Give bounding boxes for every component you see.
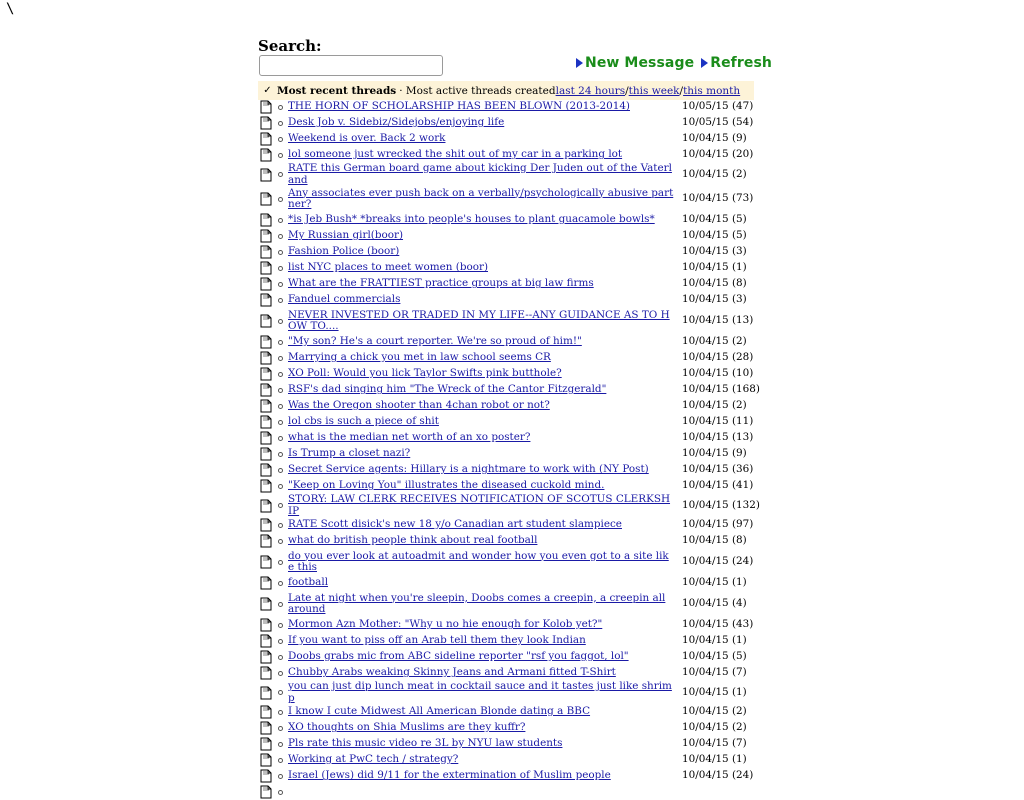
document-icon[interactable] — [260, 686, 272, 700]
bullet-icon — [278, 742, 283, 747]
thread-reply-count: (24) — [731, 555, 754, 568]
thread-meta — [674, 294, 747, 306]
thread-row — [258, 446, 758, 462]
thread-date: 10/04/15 — [682, 753, 729, 766]
document-icon[interactable] — [260, 431, 272, 445]
document-icon[interactable] — [260, 168, 272, 182]
thread-meta — [674, 169, 747, 181]
thread-meta — [674, 619, 753, 631]
thread-list — [258, 99, 758, 800]
thread-meta — [674, 368, 753, 380]
document-icon[interactable] — [260, 737, 272, 751]
slash-text: / — [625, 84, 629, 97]
bullet-icon — [278, 690, 283, 695]
thread-date: 10/04/15 — [682, 518, 729, 531]
new-message-label: New Message — [585, 55, 695, 71]
thread-title-link[interactable]: Was the Oregon shooter than 4chan robot or not? — [288, 399, 550, 412]
thread-date: 10/04/15 — [682, 463, 729, 476]
document-icon[interactable] — [260, 383, 272, 397]
document-icon[interactable] — [260, 618, 272, 632]
thread-title-link[interactable]: Mormon Azn Mother: "Why u no hie enough for Kolob yet?" — [288, 618, 603, 631]
thread-date: 10/04/15 — [682, 229, 729, 242]
thread-date: 10/05/15 — [682, 100, 729, 113]
thread-title-link[interactable]: Working at PwC tech / strategy? — [288, 753, 459, 766]
bullet-icon — [278, 623, 283, 628]
thread-title-link[interactable]: Desk Job v. Sidebiz/Sidejobs/enjoying life — [288, 116, 505, 129]
bullet-icon — [278, 137, 283, 142]
bullet-icon — [278, 560, 283, 565]
thread-title-link[interactable]: Any associates ever push back on a verbally/psychologically abusive partner? — [288, 186, 674, 210]
refresh-label: Refresh — [710, 55, 772, 71]
thread-title-link[interactable]: list NYC places to meet women (boor) — [288, 261, 488, 274]
thread-title-link[interactable]: Doobs grabs mic from ABC sideline reporter "rsf you faggot, lol" — [288, 650, 629, 663]
thread-date: 10/04/15 — [682, 293, 729, 306]
document-icon[interactable] — [260, 518, 272, 532]
thread-title-link[interactable]: I know I cute Midwest All American Blonde dating a BBC — [288, 705, 591, 718]
bullet-icon — [278, 372, 283, 377]
thread-meta — [674, 193, 753, 205]
thread-row — [258, 784, 758, 800]
thread-reply-count: (2) — [731, 705, 747, 718]
thread-row — [258, 163, 758, 186]
thread-title-link[interactable]: Fashion Police (boor) — [288, 245, 400, 258]
thread-meta — [674, 230, 747, 242]
thread-title-link[interactable]: what do british people think about real football — [288, 534, 538, 547]
thread-meta — [674, 384, 760, 396]
thread-meta — [674, 535, 747, 547]
checkmark-icon[interactable]: ✓ — [263, 85, 272, 96]
thread-meta — [674, 480, 753, 492]
search-input[interactable] — [259, 55, 443, 76]
thread-date: 10/04/15 — [682, 534, 729, 547]
thread-reply-count: (20) — [731, 148, 754, 161]
thread-reply-count: (2) — [731, 399, 747, 412]
bullet-icon — [278, 105, 283, 110]
bullet-icon — [278, 340, 283, 345]
thread-reply-count: (1) — [731, 576, 747, 589]
thread-date: 10/04/15 — [682, 277, 729, 290]
thread-row — [258, 494, 758, 517]
thread-date: 10/04/15 — [682, 351, 729, 364]
thread-row — [258, 398, 758, 414]
bullet-icon — [278, 452, 283, 457]
thread-meta — [674, 556, 753, 568]
thread-meta — [674, 667, 747, 679]
thread-reply-count: (132) — [731, 498, 760, 511]
slash-text: / — [679, 84, 684, 97]
thread-row — [258, 212, 758, 228]
document-icon[interactable] — [260, 229, 272, 243]
thread-meta — [674, 448, 747, 460]
thread-date: 10/04/15 — [682, 415, 729, 428]
refresh-button[interactable] — [701, 55, 772, 71]
thread-title-link[interactable]: XO Poll: Would you lick Taylor Swifts pink butthole? — [288, 367, 562, 380]
thread-date: 10/05/15 — [682, 116, 729, 129]
document-icon[interactable] — [260, 597, 272, 611]
thread-meta — [674, 738, 747, 750]
thread-title-link[interactable]: *is Jeb Bush* *breaks into people's houses to plant guacamole bowls* — [288, 213, 655, 226]
thread-reply-count: (13) — [731, 314, 754, 327]
thread-date: 10/04/15 — [682, 618, 729, 631]
thread-reply-count: (2) — [731, 335, 747, 348]
arrow-right-icon — [701, 58, 708, 68]
thread-meta — [674, 315, 753, 327]
bullet-icon — [278, 710, 283, 715]
new-message-button[interactable] — [576, 55, 694, 71]
thread-row — [258, 350, 758, 366]
search-label: Search: — [258, 37, 322, 55]
document-icon[interactable] — [260, 666, 272, 680]
thread-date: 10/04/15 — [682, 555, 729, 568]
thread-meta — [674, 149, 753, 161]
thread-title-link[interactable]: What are the FRATTIEST practice groups at big law firms — [288, 277, 594, 290]
thread-reply-count: (41) — [731, 479, 754, 492]
document-icon[interactable] — [260, 499, 272, 513]
thread-row — [258, 681, 758, 704]
document-icon[interactable] — [260, 785, 272, 799]
document-icon[interactable] — [260, 534, 272, 548]
thread-date: 10/04/15 — [682, 245, 729, 258]
thread-row — [258, 131, 758, 147]
last-24-hours-link[interactable]: last 24 hours — [555, 84, 626, 97]
bullet-icon — [278, 436, 283, 441]
thread-row — [258, 99, 758, 115]
thread-reply-count: (28) — [731, 351, 754, 364]
document-icon[interactable] — [260, 148, 272, 162]
thread-meta — [674, 432, 753, 444]
thread-meta — [674, 246, 747, 258]
thread-meta — [674, 464, 753, 476]
thread-meta — [674, 416, 753, 428]
thread-row — [258, 228, 758, 244]
document-icon[interactable] — [260, 277, 272, 291]
document-icon[interactable] — [260, 351, 272, 365]
thread-date: 10/04/15 — [682, 685, 729, 698]
thread-title-link[interactable]: Is Trump a closet nazi? — [288, 447, 411, 460]
bullet-icon — [278, 282, 283, 287]
thread-reply-count: (5) — [731, 229, 747, 242]
thread-meta — [674, 519, 753, 531]
thread-row — [258, 591, 758, 617]
thread-meta — [674, 706, 747, 718]
thread-date: 10/04/15 — [682, 737, 729, 750]
thread-meta — [674, 598, 747, 610]
thread-date: 10/04/15 — [682, 261, 729, 274]
bullet-icon — [278, 404, 283, 409]
bullet-icon — [278, 639, 283, 644]
thread-meta — [674, 577, 747, 589]
bullet-icon — [278, 172, 283, 177]
thread-title-link[interactable]: RSF's dad singing him "The Wreck of the Cantor Fitzgerald" — [288, 383, 607, 396]
thread-reply-count: (11) — [731, 415, 754, 428]
thread-row — [258, 478, 758, 494]
bullet-icon — [278, 523, 283, 528]
thread-row — [258, 462, 758, 478]
bullet-icon — [278, 197, 283, 202]
thread-reply-count: (5) — [731, 650, 747, 663]
bullet-icon — [278, 503, 283, 508]
thread-reply-count: (47) — [731, 100, 754, 113]
document-icon[interactable] — [260, 367, 272, 381]
thread-title-link[interactable]: THE HORN OF SCHOLARSHIP HAS BEEN BLOWN (2013-2014) — [288, 100, 630, 113]
thread-reply-count: (3) — [731, 245, 747, 258]
thread-reply-count: (7) — [731, 737, 747, 750]
thread-meta — [674, 214, 747, 226]
thread-meta — [674, 500, 760, 512]
thread-row — [258, 752, 758, 768]
thread-title-link[interactable]: STORY: LAW CLERK RECEIVES NOTIFICATION OF SCOTUS CLERKSHIP — [288, 493, 671, 517]
thread-title-link[interactable]: Fanduel commercials — [288, 293, 401, 306]
thread-meta — [674, 722, 747, 734]
bullet-icon — [278, 758, 283, 763]
bullet-icon — [278, 266, 283, 271]
thread-reply-count: (9) — [731, 447, 747, 460]
document-icon[interactable] — [260, 116, 272, 130]
thread-meta — [674, 687, 747, 699]
thread-reply-count: (9) — [731, 132, 747, 145]
thread-date: 10/04/15 — [682, 597, 729, 610]
this-week-link[interactable]: this week — [628, 84, 680, 97]
document-icon[interactable] — [260, 293, 272, 307]
thread-reply-count: (1) — [731, 753, 747, 766]
document-icon[interactable] — [260, 753, 272, 767]
thread-date: 10/04/15 — [682, 383, 729, 396]
thread-row — [258, 720, 758, 736]
bullet-icon — [278, 388, 283, 393]
thread-row — [258, 533, 758, 549]
bullet-icon — [278, 420, 283, 425]
thread-list-header — [258, 81, 754, 100]
thread-meta — [674, 400, 747, 412]
thread-title-link[interactable]: what is the median net worth of an xo poster? — [288, 431, 531, 444]
bullet-icon — [278, 250, 283, 255]
thread-reply-count: (1) — [731, 634, 747, 647]
thread-date: 10/04/15 — [682, 167, 729, 180]
thread-date: 10/04/15 — [682, 431, 729, 444]
thread-reply-count: (97) — [731, 518, 754, 531]
bullet-icon — [278, 484, 283, 489]
bullet-icon — [278, 319, 283, 324]
document-icon[interactable] — [260, 335, 272, 349]
thread-reply-count: (5) — [731, 213, 747, 226]
document-icon[interactable] — [260, 769, 272, 783]
thread-reply-count: (43) — [731, 618, 754, 631]
thread-date: 10/04/15 — [682, 721, 729, 734]
thread-reply-count: (73) — [731, 192, 754, 205]
thread-date: 10/04/15 — [682, 367, 729, 380]
thread-reply-count: (24) — [731, 769, 754, 782]
document-icon[interactable] — [260, 447, 272, 461]
thread-row — [258, 308, 758, 334]
document-icon[interactable] — [260, 415, 272, 429]
this-month-link[interactable]: this month — [683, 84, 741, 97]
thread-row — [258, 147, 758, 163]
thread-row — [258, 575, 758, 591]
thread-row — [258, 366, 758, 382]
document-icon[interactable] — [260, 634, 272, 648]
thread-date: 10/04/15 — [682, 335, 729, 348]
document-icon[interactable] — [260, 576, 272, 590]
thread-title-link[interactable]: If you want to piss off an Arab tell them they look Indian — [288, 634, 586, 647]
thread-title-link[interactable]: RATE this German board game about kicking Der Juden out of the Vaterland — [288, 162, 672, 186]
thread-title-link[interactable]: NEVER INVESTED OR TRADED IN MY LIFE--ANY GUIDANCE AS TO HOW TO.... — [288, 308, 670, 332]
thread-meta — [674, 651, 747, 663]
thread-title-link[interactable]: XO thoughts on Shia Muslims are they kuffr? — [288, 721, 526, 734]
thread-date: 10/04/15 — [682, 576, 729, 589]
thread-row — [258, 186, 758, 212]
thread-row — [258, 292, 758, 308]
header-separator-text: · Most active threads created — [399, 84, 556, 97]
bullet-icon — [278, 671, 283, 676]
thread-row — [258, 768, 758, 784]
bullet-icon — [278, 774, 283, 779]
thread-date: 10/04/15 — [682, 650, 729, 663]
thread-date: 10/04/15 — [682, 634, 729, 647]
bullet-icon — [278, 234, 283, 239]
bullet-icon — [278, 468, 283, 473]
thread-date: 10/04/15 — [682, 705, 729, 718]
bullet-icon — [278, 218, 283, 223]
thread-row — [258, 517, 758, 533]
thread-row — [258, 382, 758, 398]
thread-row — [258, 633, 758, 649]
toolbar — [576, 55, 772, 71]
thread-date: 10/04/15 — [682, 314, 729, 327]
thread-row — [258, 244, 758, 260]
thread-reply-count: (36) — [731, 463, 754, 476]
document-icon[interactable] — [260, 399, 272, 413]
thread-meta — [674, 770, 753, 782]
document-icon[interactable] — [260, 479, 272, 493]
thread-title-link[interactable]: Weekend is over. Back 2 work — [288, 132, 446, 145]
thread-title-link[interactable]: Pls rate this music video re 3L by NYU law students — [288, 737, 563, 750]
thread-meta — [674, 117, 753, 129]
document-icon[interactable] — [260, 555, 272, 569]
bullet-icon — [278, 539, 283, 544]
thread-row — [258, 334, 758, 350]
thread-title-link[interactable]: Chubby Arabs weaking Skinny Jeans and Armani fitted T-Shirt — [288, 666, 616, 679]
thread-row — [258, 260, 758, 276]
bullet-icon — [278, 581, 283, 586]
thread-reply-count: (54) — [731, 116, 754, 129]
thread-title-link[interactable]: RATE Scott disick's new 18 y/o Canadian art student slampiece — [288, 518, 622, 531]
most-recent-threads-label: Most recent threads — [277, 84, 397, 97]
thread-reply-count: (8) — [731, 534, 747, 547]
thread-row — [258, 276, 758, 292]
thread-meta — [674, 635, 747, 647]
thread-title-link[interactable]: lol someone just wrecked the shit out of my car in a parking lot — [288, 148, 623, 161]
thread-title-link[interactable]: "Keep on Loving You" illustrates the diseased cuckold mind. — [288, 479, 605, 492]
document-icon[interactable] — [260, 463, 272, 477]
thread-row — [258, 736, 758, 752]
thread-title-link[interactable]: football — [288, 576, 329, 589]
bullet-icon — [278, 153, 283, 158]
thread-reply-count: (10) — [731, 367, 754, 380]
bullet-icon — [278, 655, 283, 660]
thread-reply-count: (2) — [731, 167, 747, 180]
thread-title-link[interactable]: lol cbs is such a piece of shit — [288, 415, 439, 428]
thread-row — [258, 704, 758, 720]
thread-meta — [674, 336, 747, 348]
corner-backslash: \ — [6, 1, 15, 17]
thread-meta — [674, 101, 753, 113]
thread-reply-count: (168) — [731, 383, 760, 396]
thread-row — [258, 549, 758, 575]
thread-title-link[interactable]: do you ever look at autoadmit and wonder how you even got to a site like this — [288, 549, 669, 573]
thread-reply-count: (2) — [731, 721, 747, 734]
thread-meta — [674, 262, 747, 274]
thread-meta — [674, 352, 753, 364]
thread-date: 10/04/15 — [682, 498, 729, 511]
thread-row — [258, 115, 758, 131]
thread-date: 10/04/15 — [682, 213, 729, 226]
thread-date: 10/04/15 — [682, 447, 729, 460]
thread-reply-count: (8) — [731, 277, 747, 290]
thread-date: 10/04/15 — [682, 666, 729, 679]
bullet-icon — [278, 602, 283, 607]
thread-row — [258, 414, 758, 430]
thread-row — [258, 665, 758, 681]
thread-date: 10/04/15 — [682, 132, 729, 145]
thread-date: 10/04/15 — [682, 399, 729, 412]
document-icon[interactable] — [260, 213, 272, 227]
document-icon[interactable] — [260, 192, 272, 206]
thread-title-link[interactable]: Israel (Jews) did 9/11 for the extermination of Muslim people — [288, 769, 611, 782]
thread-date: 10/04/15 — [682, 479, 729, 492]
document-icon[interactable] — [260, 261, 272, 275]
thread-title-link[interactable]: you can just dip lunch meat in cocktail sauce and it tastes just like shrimp — [288, 680, 672, 704]
thread-meta — [674, 133, 747, 145]
bullet-icon — [278, 356, 283, 361]
thread-reply-count: (4) — [731, 597, 747, 610]
thread-row — [258, 430, 758, 446]
thread-reply-count: (3) — [731, 293, 747, 306]
bullet-icon — [278, 298, 283, 303]
document-icon[interactable] — [260, 314, 272, 328]
thread-meta — [674, 278, 747, 290]
thread-reply-count: (1) — [731, 261, 747, 274]
document-icon[interactable] — [260, 132, 272, 146]
thread-row — [258, 617, 758, 633]
bullet-icon — [278, 121, 283, 126]
thread-reply-count: (1) — [731, 685, 747, 698]
thread-date: 10/04/15 — [682, 769, 729, 782]
document-icon[interactable] — [260, 650, 272, 664]
document-icon[interactable] — [260, 100, 272, 114]
thread-title-link[interactable]: Marrying a chick you met in law school seems CR — [288, 351, 551, 364]
thread-title-link[interactable]: Secret Service agents: Hillary is a nightmare to work with (NY Post) — [288, 463, 649, 476]
thread-date: 10/04/15 — [682, 192, 729, 205]
arrow-right-icon — [576, 58, 583, 68]
thread-title-link[interactable]: My Russian girl(boor) — [288, 229, 404, 242]
thread-reply-count: (7) — [731, 666, 747, 679]
bullet-icon — [278, 726, 283, 731]
thread-date: 10/04/15 — [682, 148, 729, 161]
bullet-icon — [278, 790, 283, 795]
document-icon[interactable] — [260, 245, 272, 259]
document-icon[interactable] — [260, 705, 272, 719]
thread-reply-count: (13) — [731, 431, 754, 444]
thread-row — [258, 649, 758, 665]
thread-meta — [674, 754, 747, 766]
document-icon[interactable] — [260, 721, 272, 735]
thread-title-link[interactable]: "My son? He's a court reporter. We're so proud of him!" — [288, 335, 582, 348]
thread-title-link[interactable]: Late at night when you're sleepin, Doobs comes a creepin, a creepin all around — [288, 591, 666, 615]
